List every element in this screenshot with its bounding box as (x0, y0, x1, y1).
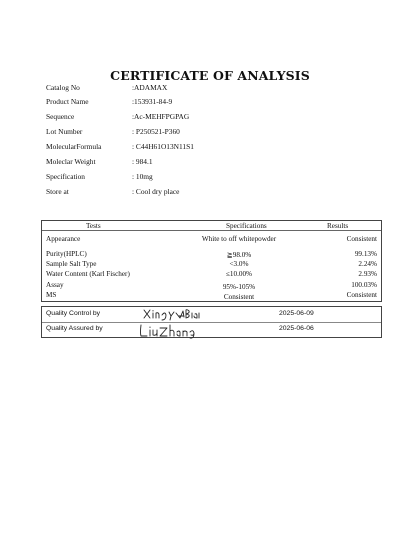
test-result: Consistent (346, 291, 377, 299)
test-spec: White to off whitepowder (201, 235, 277, 243)
info-value: : P250521-P360 (132, 127, 180, 136)
test-spec: ≤10.00% (225, 270, 253, 278)
test-result: 2.93% (358, 270, 377, 278)
info-value: : 984.1 (132, 157, 153, 166)
info-label: Lot Number (46, 127, 83, 136)
quality-control-signature (142, 307, 200, 322)
document-title: CERTIFICATE OF ANALYSIS (110, 68, 310, 83)
test-spec: 95%-105% (222, 283, 256, 291)
quality-assured-signature (138, 323, 196, 339)
quality-control-date: 2025-06-09 (279, 310, 314, 317)
test-name: Appearance (46, 235, 81, 243)
test-name: Sample Salt Type (46, 260, 97, 268)
test-spec: Consistent (223, 293, 255, 301)
info-value: :ADAMAX (132, 83, 168, 92)
signoff-box (41, 306, 382, 338)
info-label: Specification (46, 172, 85, 181)
test-name: MS (46, 291, 57, 299)
header-divider (42, 230, 381, 231)
info-label: Moleclar Weight (46, 157, 96, 166)
info-value: :Ac-MEHFPGPAG (132, 112, 190, 121)
info-value: : 10mg (132, 172, 153, 181)
info-value: : Cool dry place (132, 187, 180, 196)
header-tests: Tests (86, 222, 101, 230)
test-result: 99.13% (354, 250, 377, 258)
signoff-divider (42, 322, 381, 323)
test-name: Assay (46, 281, 64, 289)
info-label: MolecularFormula (46, 142, 102, 151)
header-results: Results (327, 222, 349, 230)
test-result: 100.03% (351, 281, 377, 289)
info-label: Catalog No (46, 83, 80, 92)
quality-assured-label: Quality Assured by (46, 325, 103, 332)
test-result: Consistent (346, 235, 377, 243)
results-table (41, 220, 382, 302)
info-label: Sequence (46, 112, 75, 121)
info-label: Store at (46, 187, 69, 196)
test-name: Water Content (Karl Fischer) (46, 270, 130, 278)
test-spec: ≧98.0% (226, 251, 252, 259)
header-specifications: Specifications (226, 222, 267, 230)
info-label: Product Name (46, 97, 89, 106)
quality-assured-date: 2025-06-06 (279, 325, 314, 332)
test-spec: <3.0% (229, 260, 249, 268)
info-value: :153931-84-9 (132, 97, 173, 106)
test-name: Purity(HPLC) (46, 250, 87, 258)
test-result: 2.24% (358, 260, 377, 268)
info-value: : C44H61O13N11S1 (132, 142, 194, 151)
quality-control-label: Quality Control by (46, 310, 101, 317)
